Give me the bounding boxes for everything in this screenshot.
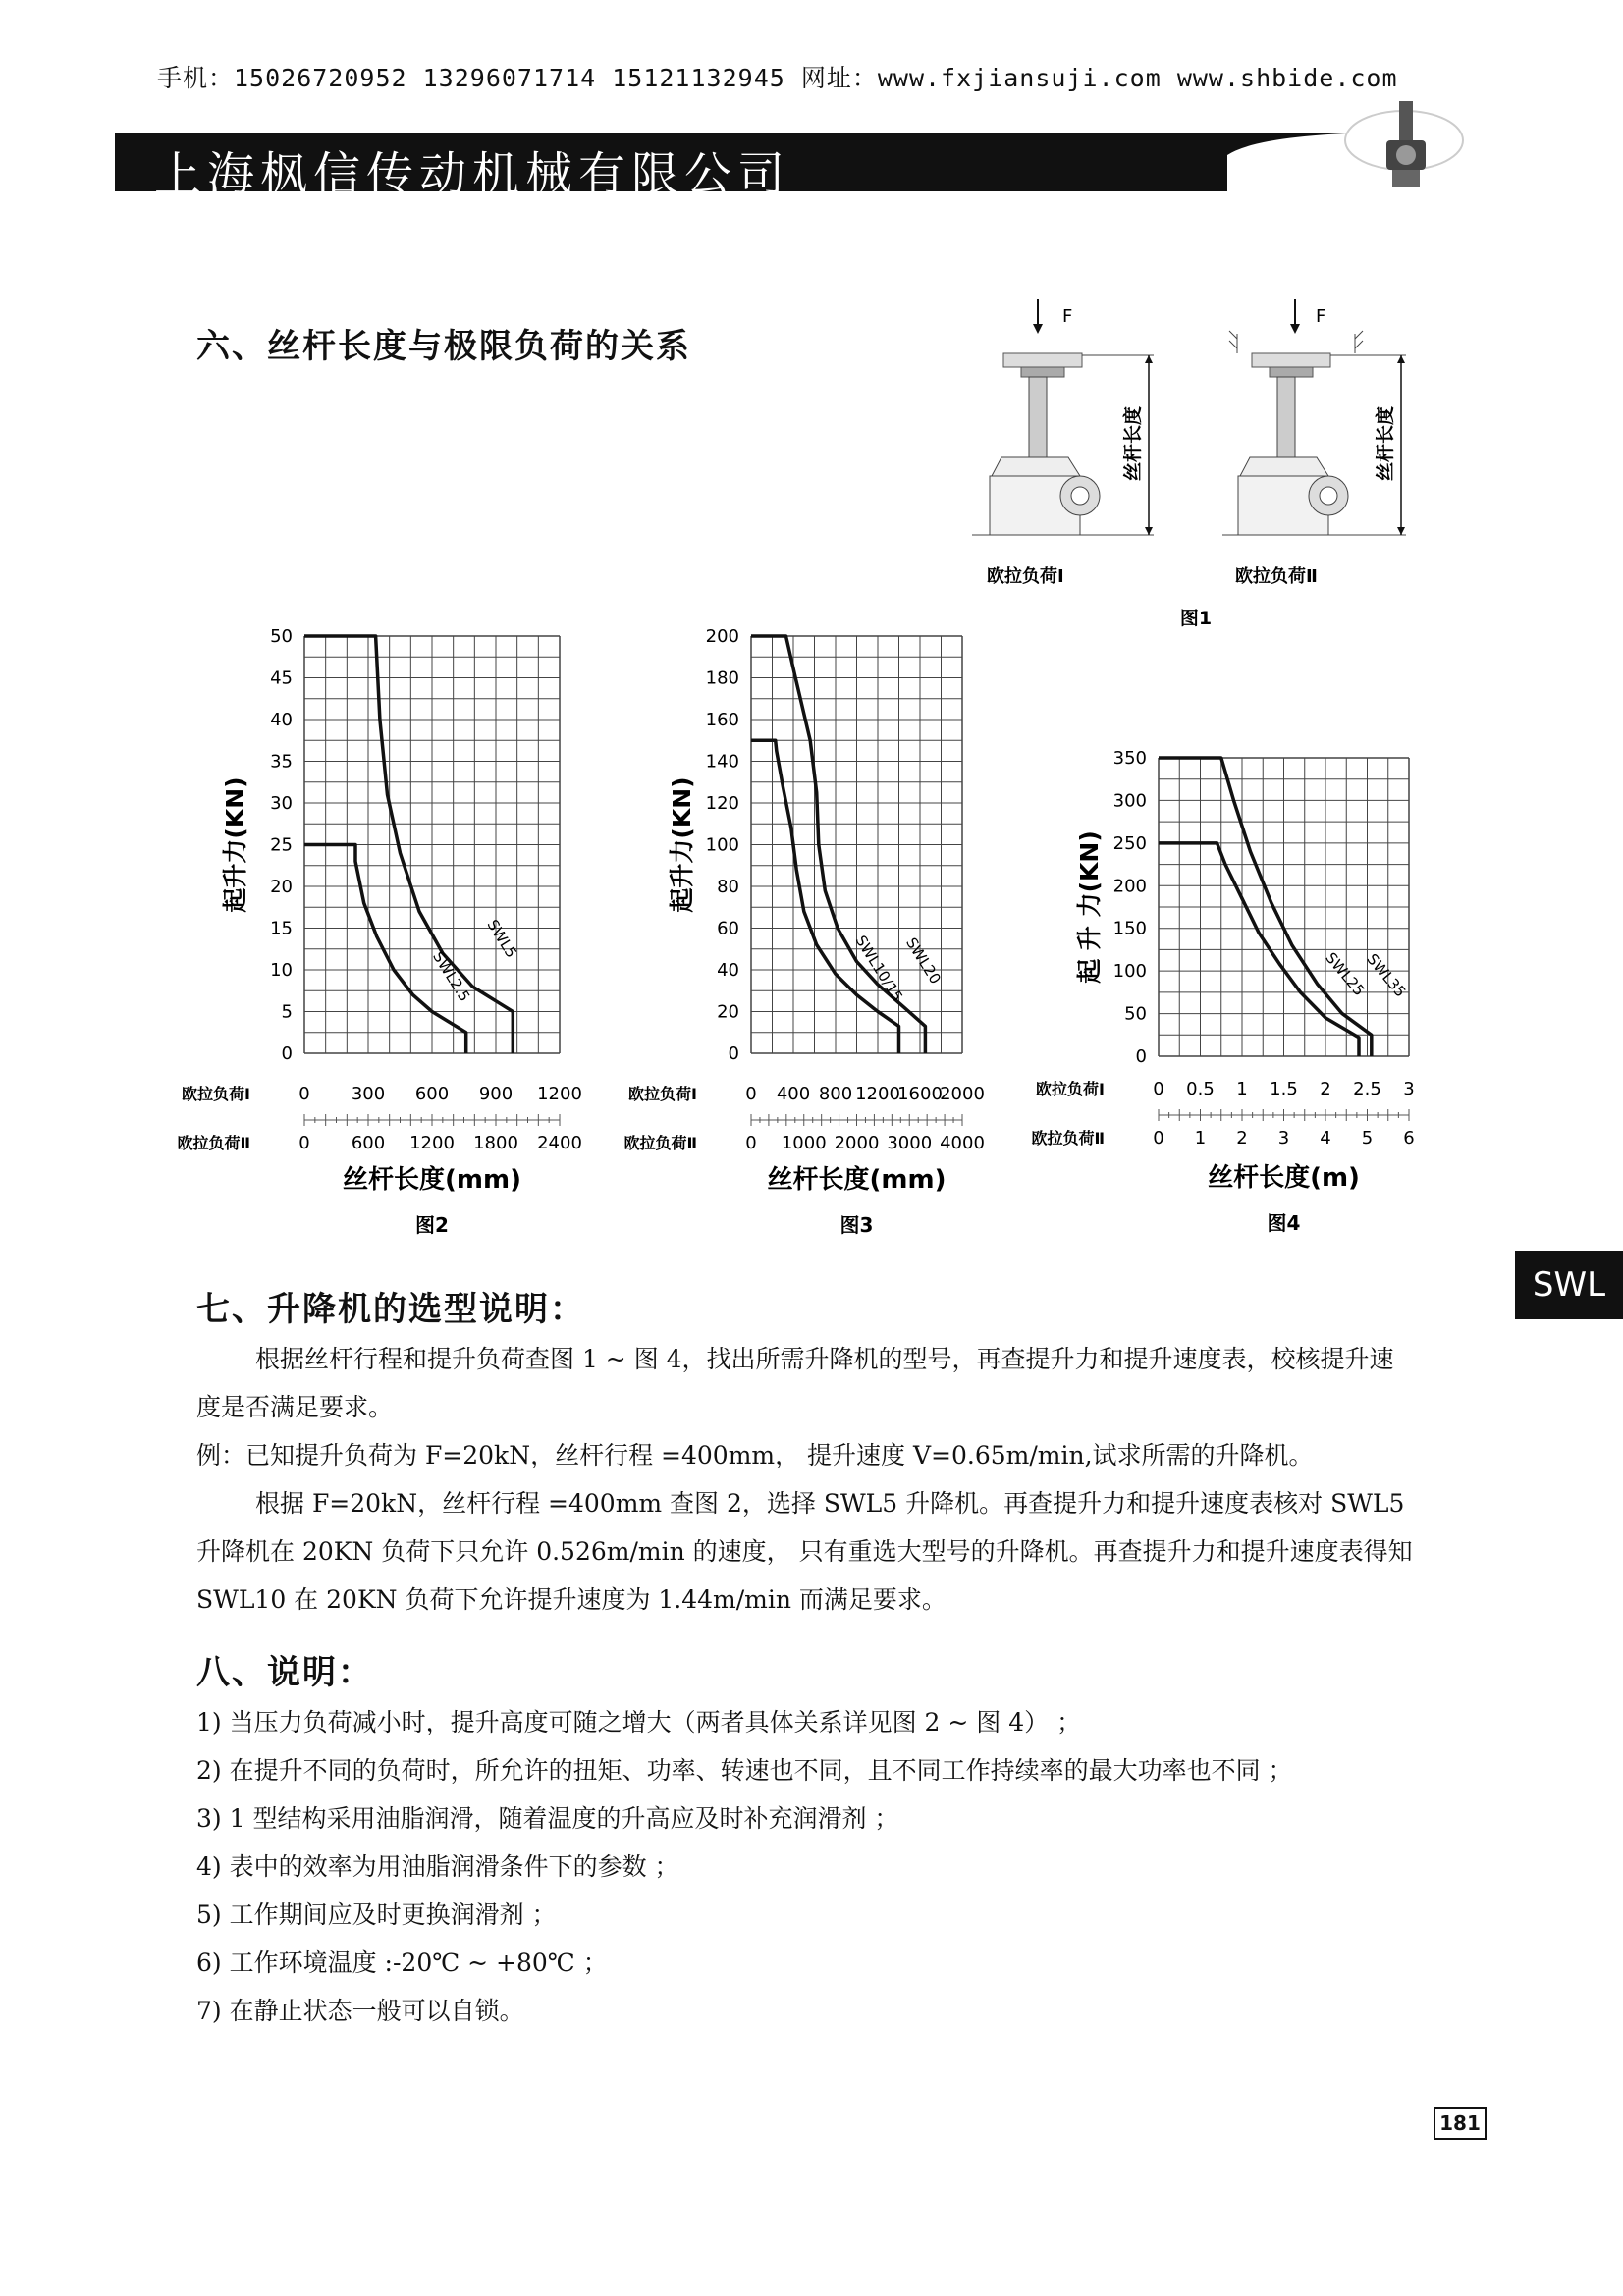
x-tick-label: 0 bbox=[1153, 1079, 1164, 1099]
x-tick-label: 3000 bbox=[887, 1133, 933, 1153]
y-tick-label: 150 bbox=[1112, 918, 1147, 939]
y-tick-label: 300 bbox=[1112, 790, 1147, 812]
company-name: 上海枫信传动机械有限公司 bbox=[154, 147, 791, 202]
section7-paragraph-1: 根据丝杆行程和提升负荷查图 1 ~ 图 4，找出所需升降机的型号，再查提升力和提升速度表，校核提升速度是否满足要求。 bbox=[196, 1345, 1394, 1421]
x-tick-label: 600 bbox=[351, 1133, 386, 1153]
header-jack-logo bbox=[1217, 96, 1483, 204]
series-label: SWL5 bbox=[483, 916, 521, 961]
y-tick-label: 200 bbox=[1112, 876, 1147, 897]
x-tick-label: 2000 bbox=[940, 1084, 985, 1104]
x-tick-label: 0 bbox=[745, 1084, 757, 1104]
x-tick-label: 2400 bbox=[537, 1133, 582, 1153]
x-tick-label: 1 bbox=[1236, 1079, 1248, 1099]
x-axis-label: 丝杆长度(mm) bbox=[343, 1165, 521, 1195]
x-row-label-1: 欧拉负荷Ⅰ bbox=[1036, 1080, 1105, 1098]
x-tick-label: 3 bbox=[1403, 1079, 1415, 1099]
x-row-label-2: 欧拉负荷Ⅱ bbox=[177, 1134, 250, 1152]
y-tick-label: 160 bbox=[705, 710, 739, 730]
product-title-cn: SWL蜗轮丝杆升降机 bbox=[935, 10, 1159, 37]
y-tick-label: 0 bbox=[728, 1043, 739, 1064]
y-tick-label: 250 bbox=[1112, 832, 1147, 854]
x-tick-label: 2000 bbox=[834, 1133, 880, 1153]
note-item-5: 5) 工作期间应及时更换润滑剂 ； bbox=[196, 1900, 557, 1929]
x-tick-label: 1200 bbox=[409, 1133, 455, 1153]
x-tick-label: 1800 bbox=[473, 1133, 518, 1153]
y-axis-label: 起升力(KN) bbox=[221, 776, 249, 913]
header-banner bbox=[115, 133, 1224, 202]
x-row-label-2: 欧拉负荷Ⅱ bbox=[623, 1134, 697, 1152]
y-tick-label: 20 bbox=[270, 877, 293, 897]
y-tick-label: 100 bbox=[705, 834, 739, 856]
note-item-4: 4) 表中的效率为用油脂润滑条件下的参数 ； bbox=[196, 1852, 679, 1881]
section8-title: 八、说明： bbox=[196, 1653, 373, 1692]
y-tick-label: 10 bbox=[270, 960, 293, 981]
y-tick-label: 350 bbox=[1112, 748, 1147, 769]
jack-euler-1 bbox=[972, 299, 1154, 587]
x-tick-label: 1000 bbox=[781, 1133, 827, 1153]
note-item-1: 1) 当压力负荷减小时，提升高度可随之增大（两者具体关系详见图 2 ~ 图 4） ； bbox=[196, 1708, 1082, 1736]
x-tick-label: 0 bbox=[298, 1084, 310, 1104]
y-tick-label: 50 bbox=[270, 626, 293, 647]
x-tick-label: 0 bbox=[745, 1133, 757, 1153]
product-title-en: SWL Worm screw jack bbox=[935, 31, 1197, 55]
x-tick-label: 300 bbox=[351, 1084, 386, 1104]
note-item-2: 2) 在提升不同的负荷时，所允许的扭矩、功率、转速也不同，且不同工作持续率的最大功率也不同 ； bbox=[196, 1756, 1293, 1785]
x-axis-label: 丝杆长度(mm) bbox=[767, 1165, 947, 1195]
chart-figure-3 bbox=[619, 618, 992, 1256]
x-row-label-2: 欧拉负荷Ⅱ bbox=[1031, 1129, 1105, 1148]
section7-paragraph-2: 例：已知提升负荷为 F=20kN，丝杆行程 =400mm， 提升速度 V=0.65m/min,试求所需的升降机。 bbox=[196, 1441, 1314, 1469]
x-tick-label: 1.5 bbox=[1270, 1079, 1298, 1099]
x-tick-label: 4 bbox=[1320, 1128, 1331, 1148]
contact-line: 手机：15026720952 13296071714 15121132945 网址：www.fxjiansuji.com www.shbide.com bbox=[157, 64, 1398, 92]
y-tick-label: 45 bbox=[270, 667, 293, 689]
y-tick-label: 5 bbox=[281, 1001, 293, 1023]
x-tick-label: 0.5 bbox=[1186, 1079, 1215, 1099]
figure1-caption: 图1 bbox=[1179, 608, 1213, 629]
y-tick-label: 100 bbox=[1112, 961, 1147, 983]
length-label-left: 丝杆长度 bbox=[1122, 405, 1144, 481]
x-tick-label: 0 bbox=[1153, 1128, 1164, 1148]
x-row-label-1: 欧拉负荷Ⅰ bbox=[628, 1085, 697, 1103]
side-tab-swl: SWL bbox=[1515, 1251, 1623, 1319]
force-label-left: F bbox=[1062, 306, 1073, 327]
y-tick-label: 50 bbox=[1124, 1003, 1147, 1025]
figure1-diagram bbox=[972, 294, 1443, 638]
series-label: SWL2.5 bbox=[429, 948, 474, 1005]
y-tick-label: 20 bbox=[717, 1001, 739, 1023]
y-tick-label: 30 bbox=[270, 793, 293, 814]
series-line-swl10-15 bbox=[751, 740, 899, 1053]
note-item-6: 6) 工作环境温度 :-20℃ ~ +80℃ ； bbox=[196, 1949, 608, 1977]
x-tick-label: 2 bbox=[1236, 1128, 1248, 1148]
x-tick-label: 6 bbox=[1403, 1128, 1415, 1148]
x-tick-label: 1200 bbox=[537, 1084, 582, 1104]
x-row-label-1: 欧拉负荷Ⅰ bbox=[182, 1085, 250, 1103]
x-tick-label: 900 bbox=[478, 1084, 514, 1104]
y-tick-label: 35 bbox=[270, 751, 293, 773]
note-item-7: 7) 在静止状态一般可以自锁。 bbox=[196, 1997, 524, 2025]
force-label-right: F bbox=[1316, 306, 1326, 327]
note-item-3: 3) 1 型结构采用油脂润滑，随着温度的升高应及时补充润滑剂 ； bbox=[196, 1804, 899, 1833]
x-tick-label: 2 bbox=[1320, 1079, 1331, 1099]
length-label-right: 丝杆长度 bbox=[1375, 405, 1396, 481]
x-tick-label: 1 bbox=[1194, 1128, 1207, 1148]
series-label: SWL25 bbox=[1322, 948, 1369, 1000]
series-label: SWL35 bbox=[1363, 950, 1410, 1001]
x-tick-label: 1200 bbox=[855, 1084, 900, 1104]
x-axis-label: 丝杆长度(m) bbox=[1208, 1163, 1360, 1193]
y-tick-label: 60 bbox=[717, 918, 739, 939]
y-tick-label: 120 bbox=[705, 793, 739, 814]
chart-figure-2 bbox=[177, 618, 609, 1256]
x-tick-label: 400 bbox=[776, 1084, 811, 1104]
x-tick-label: 4000 bbox=[940, 1133, 985, 1153]
x-tick-label: 800 bbox=[818, 1084, 853, 1104]
caption-euler-2: 欧拉负荷Ⅱ bbox=[1235, 566, 1318, 587]
y-tick-label: 0 bbox=[1135, 1046, 1147, 1067]
x-tick-label: 3 bbox=[1277, 1128, 1290, 1148]
y-tick-label: 180 bbox=[705, 667, 739, 689]
y-tick-label: 80 bbox=[717, 877, 739, 897]
y-axis-label: 起升力(KN) bbox=[668, 776, 696, 913]
y-tick-label: 140 bbox=[705, 751, 739, 773]
chart-caption: 图3 bbox=[839, 1213, 874, 1237]
x-tick-label: 600 bbox=[414, 1084, 450, 1104]
chart-caption: 图2 bbox=[415, 1213, 449, 1237]
y-tick-label: 40 bbox=[270, 710, 293, 730]
page-number: 181 bbox=[1434, 2107, 1487, 2140]
section7-paragraph-3: 根据 F=20kN，丝杆行程 =400mm 查图 2，选择 SWL5 升降机。再查提升力和提升速度表核对 SWL5 升降机在 20KN 负荷下只允许 0.526m/min 的速度， 只有重选大型号的升降机。再查提升力和提升速度表得知 SWL10 在 20KN 负荷下允许提升速度为 1.44m/min 而满足要求。 bbox=[196, 1489, 1413, 1614]
section6-title: 六、丝杆长度与极限负荷的关系 bbox=[196, 327, 691, 366]
series-label: SWL10/15 bbox=[851, 932, 907, 1005]
jack-euler-2 bbox=[1222, 299, 1406, 587]
x-tick-label: 0 bbox=[298, 1133, 310, 1153]
y-tick-label: 200 bbox=[705, 626, 739, 647]
y-tick-label: 25 bbox=[270, 834, 293, 856]
x-tick-label: 2.5 bbox=[1353, 1079, 1381, 1099]
chart-figure-4 bbox=[1026, 736, 1438, 1256]
chart-caption: 图4 bbox=[1267, 1211, 1301, 1235]
x-tick-label: 5 bbox=[1361, 1128, 1374, 1148]
series-label: SWL20 bbox=[902, 934, 945, 988]
caption-euler-1: 欧拉负荷Ⅰ bbox=[987, 566, 1064, 587]
y-tick-label: 15 bbox=[270, 918, 293, 939]
y-tick-label: 40 bbox=[717, 960, 739, 981]
y-tick-label: 0 bbox=[281, 1043, 293, 1064]
section7-title: 七、升降机的选型说明： bbox=[196, 1290, 585, 1329]
x-tick-label: 1600 bbox=[897, 1084, 943, 1104]
y-axis-label: 起 升 力(KN) bbox=[1075, 830, 1104, 984]
